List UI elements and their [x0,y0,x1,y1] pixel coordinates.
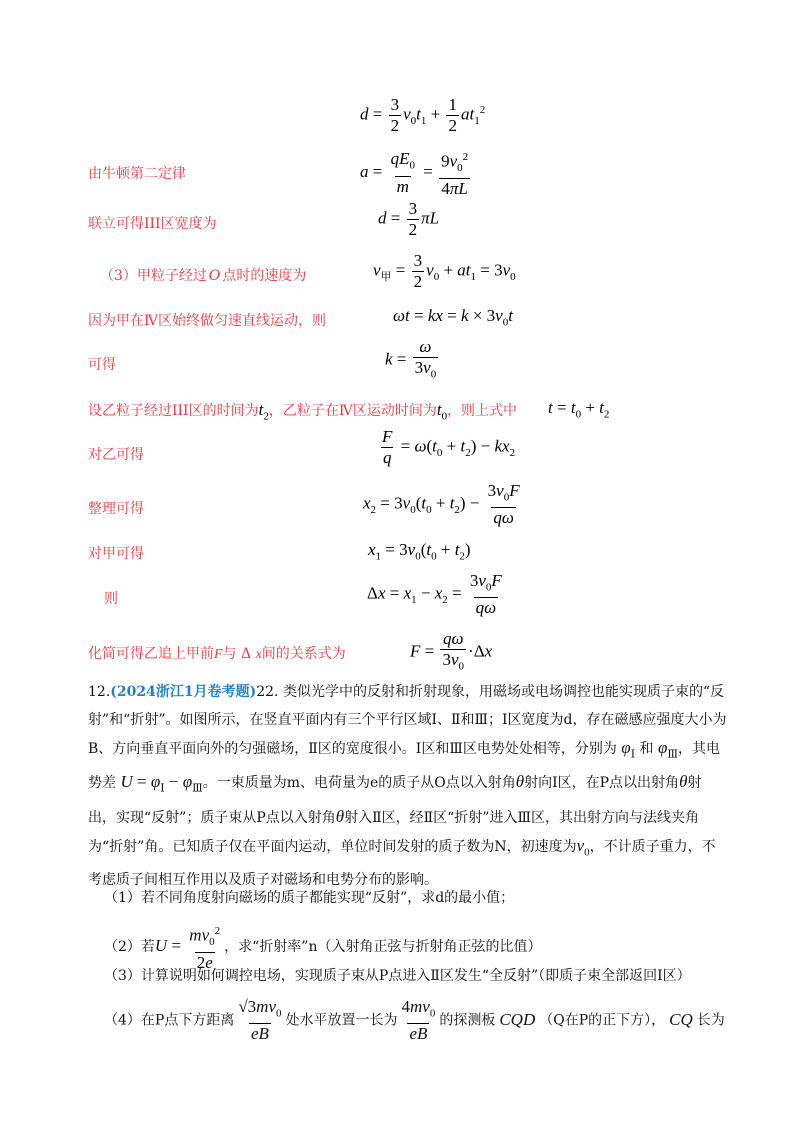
label-time-definitions: 设乙粒子经过III区的时间为$t_2$，乙粒子在Ⅳ区运动时间为$t_0$，则上式中 [88,400,518,423]
equation-k: k = $\frac{\omega}{3v_0}$ [385,338,440,383]
equation-force-b: $\frac{F}{q}$ = $\omega(t_0 + t_2) - kx_2$ [382,427,516,467]
label-particle-a-velocity: （3）甲粒子经过 O 点时的速度为 [100,268,307,284]
equation-x1: $x_1 = 3v_0(t_0 + t_2)$ [368,540,471,563]
question-4: （4）在P点下方距离 $\frac{√3mv_0}{eB}$ 处水平放置一长为 $\frac{4mv_0}{eB}$ 的探测板 CQD （Q在P的正下方）， CQ 长为 [104,997,725,1044]
equation-v-jia: $v_甲$ = $\frac{3}{2}$ $v_0 + at_1 = 3v_0$ [373,251,516,291]
equation-d-displacement: d = $\frac{3}{2}$ $v_0t_1$ + $\frac{1}{2}$ $at_1^2$ [360,95,486,135]
equation-delta-x: $\Delta x = x_1 - x_2$ = $\frac{3v_0F}{q\omega}$ [367,571,502,618]
label-newton-second-law: 由牛顿第二定律 [88,166,186,182]
question-1: （1）若不同角度射向磁场的质子都能实现“反射”，求d的最小值； [104,890,515,906]
equation-x2: $x_2 = 3v_0(t_0 + t_2)$ − $\frac{3v_0F}{q\omega}$ [363,481,520,528]
label-region3-width: 联立可得III区宽度为 [88,216,217,232]
label-then: 则 [104,591,118,607]
question-2: （2）若U = $\frac{mv_0^2}{2e}$ ，求“折射率”n（入射角正弦与折射角正弦的比值） [104,925,542,973]
label-uniform-motion: 因为甲在Ⅳ区始终做匀速直线运动，则 [88,313,326,329]
label-rearrange: 整理可得 [88,501,144,517]
label-for-particle-a: 对甲可得 [88,546,144,562]
label-final-relation: 化简可得乙追上甲前F与 Δ x间的关系式为 [88,646,346,662]
label-can-get-k: 可得 [88,357,116,373]
equation-omega-t: ωt = kx = $k \times 3v_0t$ [393,306,513,329]
equation-t-sum: $t = t_0 + t_2$ [548,398,610,421]
equation-acceleration: a = $\frac{qE_0}{m}$ = $\frac{9v_0^2}{4\pi L}$ [360,149,469,199]
problem-statement: 12.(2024浙江1月卷考题)22. 类似光学中的反射和折射现象，用磁场或电场调控也能实现质子束的“反射”和“折射”。如图所示，在竖直平面内有三个平行区域Ⅰ、Ⅱ和Ⅲ；Ⅰ区宽度为d，存在磁感应强度大小为B、方向垂直平面向外的匀强磁场，Ⅱ区的宽度很小。Ⅰ区和Ⅲ区电势处处相等，分别为 $\varphi_Ⅰ$ 和 $\varphi_Ⅲ$，其电势差 $U = \varphi_Ⅰ - \varphi_Ⅲ$。一束质量为m、电荷量为e的质子从O点以入射角θ射向Ⅰ区，在P点以出射角θ射出，实现“反射”；质子束从P点以入射角θ射入Ⅱ区，经Ⅱ区“折射”进入Ⅲ区，其出射方向与法线夹角为“折射”角。已知质子仅在平面内运动，单位时间发射的质子数为N，初速度为$v_0$，不计质子重力，不考虑质子间相互作用以及质子对磁场和电势分布的影响。 [88,684,727,889]
label-for-particle-b: 对乙可得 [88,447,144,463]
question-3: （3）计算说明如何调控电场，实现质子束从P点进入Ⅱ区发生“全反射”（即质子束全部返回Ⅰ区） [104,968,691,984]
equation-final-f: F = $\frac{q\omega}{3v_0}$ ·Δx [410,630,492,675]
equation-d-width: d = $\frac{3}{2}$ πL [378,199,440,239]
